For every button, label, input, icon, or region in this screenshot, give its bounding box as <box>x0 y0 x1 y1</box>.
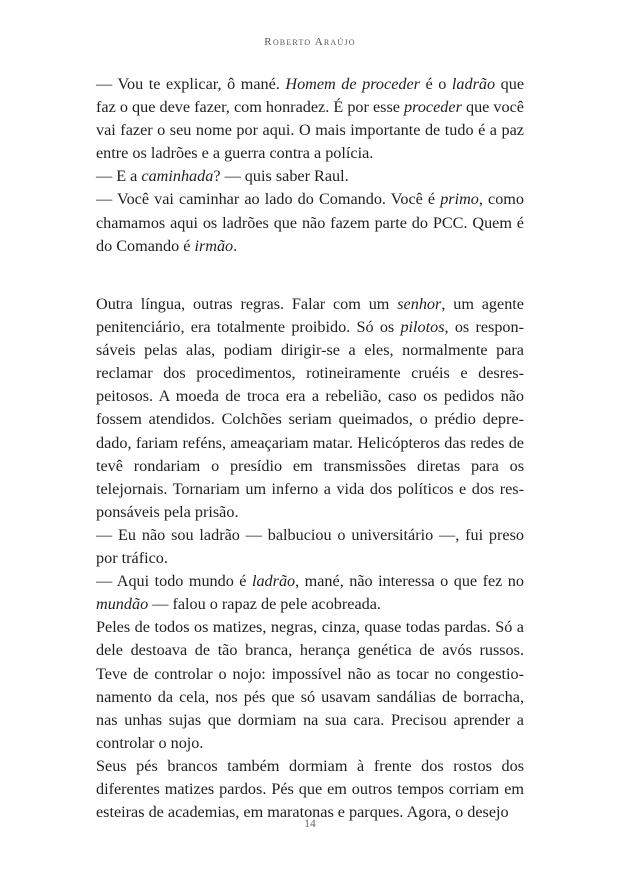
text-run: Outra língua, outras regras. Falar com um <box>96 295 398 313</box>
narrative-block <box>96 293 524 824</box>
text-run: , os responsáveis pelas alas, podiam dirigir-se a eles, normalmente para reclamar dos procedimentos, rotineiramente cruéis e desrespeitosos. A moeda de troca era a rebelião, caso os pedidos não fossem atendidos. Colchões seriam queimados, o prédio depredado, fariam reféns, ameaçariam matar. Helicópteros das redes de tevê rondariam o presídio em transmissões diretas para os telejornais. Tornariam um inferno a vida dos políticos e dos responsáveis pela prisão. <box>96 318 524 521</box>
text-run: que faz o que deve fazer, com honradez. É por esse <box>96 75 524 117</box>
text-run: , um agente penitenciário, era totalmente proibido. Só os <box>96 295 524 337</box>
paragraph <box>96 73 524 165</box>
text-run: que você vai fazer o seu nome por aqui. O mais importante de tudo é a paz entre os ladrões e a guerra contra a polícia. <box>96 98 524 163</box>
text-run: — E a <box>96 167 142 186</box>
running-head: Roberto Araújo <box>264 36 356 48</box>
italic-run: proceder <box>404 98 462 117</box>
page-number: 14 <box>304 818 316 830</box>
paragraph <box>96 165 524 188</box>
italic-run: senhor <box>397 295 442 313</box>
text-run: , mané, não interessa o que fez no <box>295 572 524 591</box>
text-run: — falou o rapaz de pele acobreada. <box>148 595 381 614</box>
paragraph <box>96 293 524 524</box>
dialogue-block <box>96 73 524 258</box>
text-run: — Aqui todo mundo é <box>96 572 252 591</box>
text-run: — Vou te explicar, ô mané. <box>96 75 286 93</box>
text-run: — Você vai caminhar ao lado do Comando. Você é <box>96 190 441 209</box>
paragraph <box>96 524 524 570</box>
italic-run: ladrão <box>251 572 296 591</box>
italic-run: mundão <box>96 595 149 614</box>
italic-run: primo <box>440 190 479 209</box>
paragraph <box>96 616 524 755</box>
italic-run: pilotos <box>400 318 445 337</box>
text-run: é o <box>419 75 452 93</box>
text-run: Peles de todos os matizes, negras, cinza, quase todas pardas. Só a dele destoava de tão branca, herança genética de avós russos. Teve de controlar o nojo: impossível não as tocar no congestionamento da cela, nos pés que só usavam sandálias de borracha, nas unhas sujas que dormiam na sua cara. Precisou aprender a controlar o nojo. <box>96 618 524 752</box>
paragraph <box>96 570 524 616</box>
italic-run: Homem de proceder <box>285 75 420 93</box>
paragraph <box>96 755 524 824</box>
paragraph <box>96 188 524 257</box>
text-run: . <box>233 236 238 255</box>
text-run: ? — quis saber Raul. <box>213 167 349 186</box>
italic-run: ladrão <box>451 75 496 93</box>
text-run: , como chamamos aqui os ladrões que não fazem parte do PCC. Quem é do Comando é <box>96 190 524 255</box>
text-run: — Eu não sou ladrão — balbuciou o universitário —, fui preso por tráfico. <box>96 525 524 568</box>
italic-run: irmão <box>194 236 234 255</box>
italic-run: caminhada <box>141 167 214 186</box>
text-run: Seus pés brancos também dormiam à frente dos rostos dos diferentes matizes pardos. Pés que em outros tempos corriam em esteiras de academias, em maratonas e parques. Agora, o desejo <box>96 756 524 822</box>
